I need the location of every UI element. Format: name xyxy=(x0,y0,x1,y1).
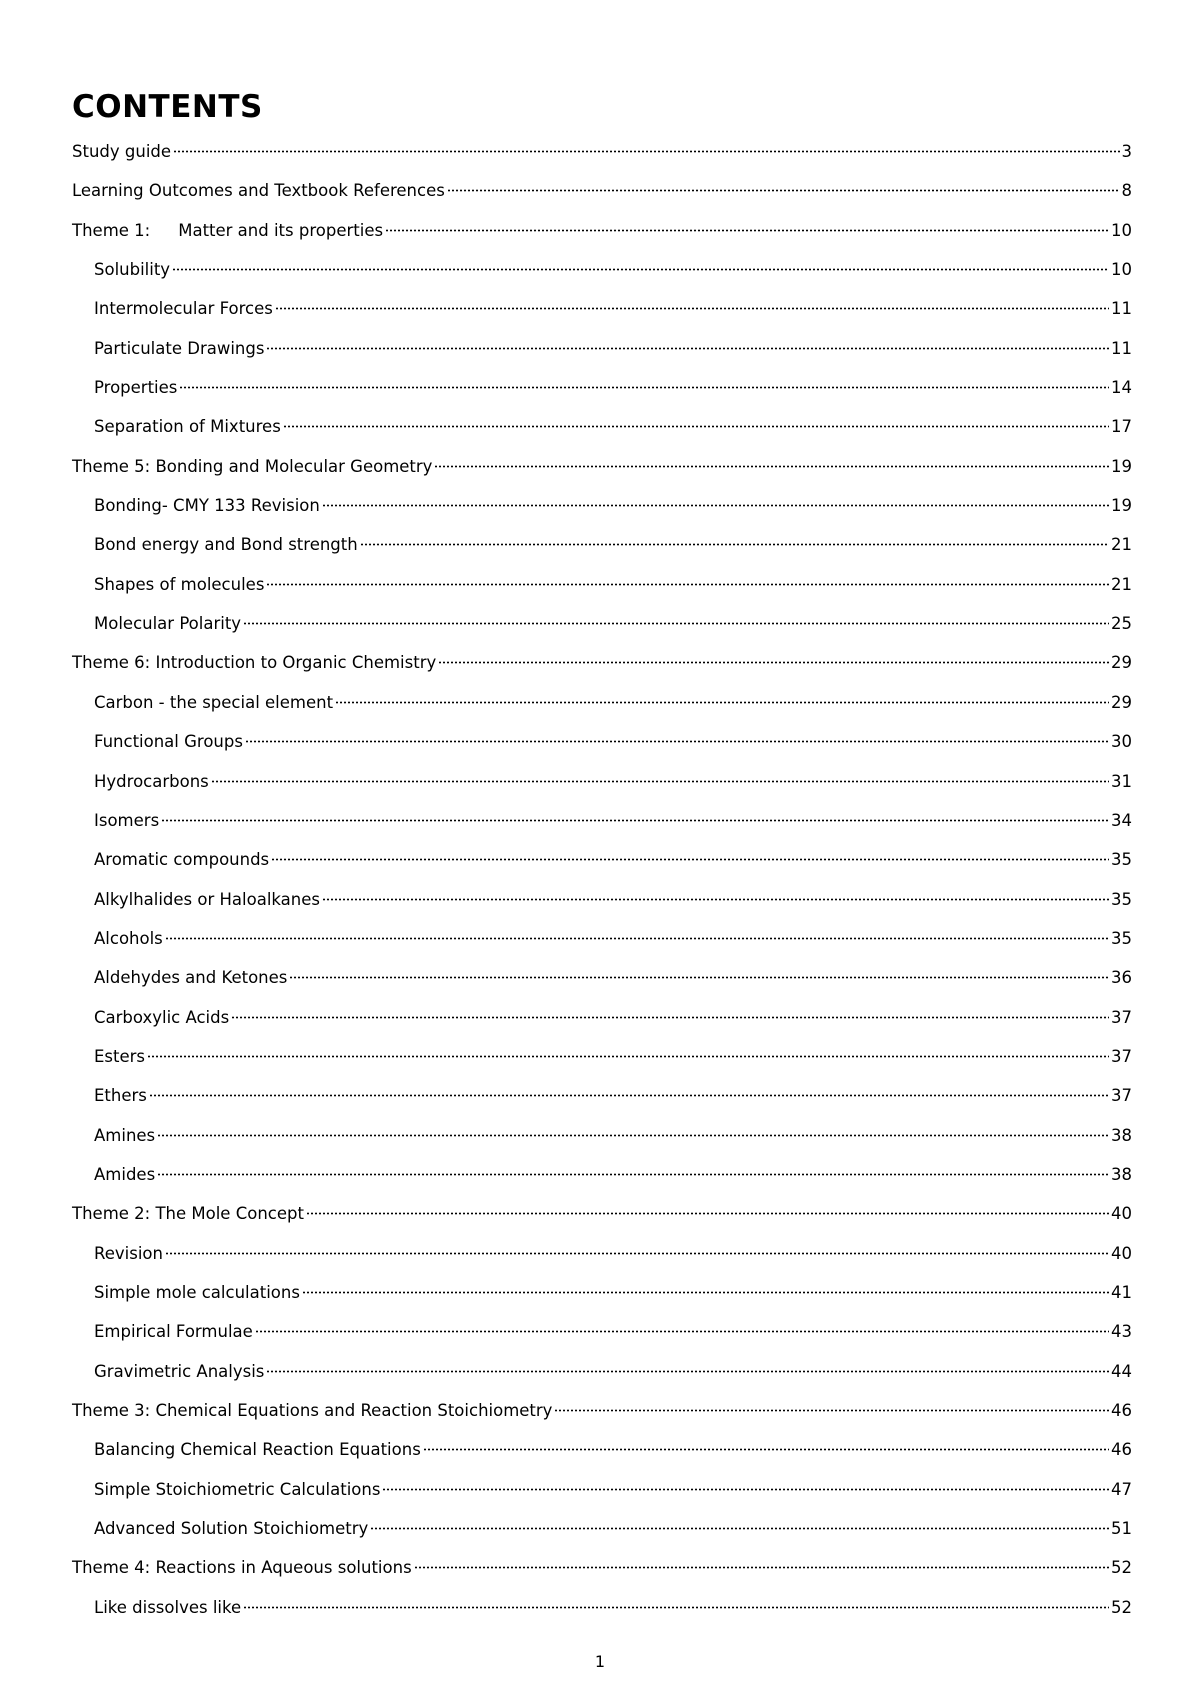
toc-entry[interactable] xyxy=(72,455,1132,494)
toc-entry[interactable] xyxy=(72,1084,1132,1123)
toc-entry[interactable] xyxy=(72,1478,1132,1517)
toc-entry-label[interactable]: Study guide xyxy=(72,142,172,161)
toc-entry-label[interactable]: Advanced Solution Stoichiometry xyxy=(94,1519,369,1539)
toc-entry-label[interactable]: Simple mole calculations xyxy=(94,1282,300,1302)
toc-entry[interactable] xyxy=(72,966,1132,1005)
dot-leader xyxy=(211,780,1109,783)
toc-entry-label[interactable]: Shapes of molecules xyxy=(94,574,265,594)
toc-entry[interactable] xyxy=(72,376,1132,415)
dot-leader xyxy=(360,543,1109,546)
toc-entry-label[interactable]: Bonding- CMY 133 Revision xyxy=(94,496,320,516)
toc-entry[interactable] xyxy=(72,1202,1132,1241)
dot-leader xyxy=(283,425,1109,428)
dot-leader xyxy=(179,386,1109,389)
dot-leader xyxy=(266,583,1109,586)
toc-entry-label[interactable]: Simple Stoichiometric Calculations xyxy=(94,1479,381,1499)
dot-leader xyxy=(423,1448,1109,1451)
toc-entry[interactable] xyxy=(72,888,1132,927)
dot-leader xyxy=(271,858,1109,861)
dot-leader xyxy=(322,504,1109,507)
toc-entry[interactable] xyxy=(72,1399,1132,1438)
toc-entry-label[interactable]: Intermolecular Forces xyxy=(94,299,273,319)
toc-entry-label[interactable]: Empirical Formulae xyxy=(94,1322,253,1342)
toc-entry[interactable] xyxy=(72,691,1132,730)
toc-entry-page-number[interactable]: 41 xyxy=(1111,1282,1132,1302)
toc-heading: CONTENTS xyxy=(72,89,263,125)
toc-entry-label[interactable]: Carboxylic Acids xyxy=(94,1007,230,1027)
toc-entry-page-number[interactable]: 37 xyxy=(1111,1007,1132,1027)
toc-entry-page-number[interactable]: 52 xyxy=(1111,1597,1132,1617)
toc-entry-label[interactable]: Isomers xyxy=(94,810,160,830)
toc-entry-page-number[interactable]: 10 xyxy=(1111,260,1132,280)
toc-entry[interactable] xyxy=(72,809,1132,848)
toc-entry-label[interactable]: Esters xyxy=(94,1046,146,1066)
dot-leader xyxy=(245,740,1109,743)
toc-entry-page-number[interactable]: 52 xyxy=(1111,1558,1132,1578)
toc-entry[interactable] xyxy=(72,1596,1132,1635)
toc-entry-text: Matter and its properties xyxy=(178,220,384,240)
dot-leader xyxy=(172,268,1109,271)
dot-leader xyxy=(173,150,1119,153)
toc-entry-page-number[interactable]: 40 xyxy=(1111,1204,1132,1224)
toc-entry-label[interactable]: Ethers xyxy=(94,1086,147,1106)
dot-leader xyxy=(414,1566,1109,1569)
dot-leader xyxy=(370,1527,1109,1530)
toc-entry-page-number[interactable]: 34 xyxy=(1111,810,1132,830)
toc-entry[interactable] xyxy=(72,1438,1132,1477)
toc-entry[interactable] xyxy=(72,848,1132,887)
toc-entry-page-number[interactable]: 3 xyxy=(1121,142,1132,161)
toc-entry-page-number[interactable]: 51 xyxy=(1111,1519,1132,1539)
toc-entry[interactable] xyxy=(72,612,1132,651)
toc-entry-page-number[interactable]: 30 xyxy=(1111,732,1132,752)
toc-entry[interactable] xyxy=(72,1281,1132,1320)
dot-leader xyxy=(302,1291,1109,1294)
table-of-contents xyxy=(72,140,1132,1635)
toc-entry[interactable] xyxy=(72,1006,1132,1045)
toc-entry-label[interactable]: Theme 3: Chemical Equations and Reaction Stoichiometry xyxy=(72,1401,553,1420)
toc-entry[interactable] xyxy=(72,258,1132,297)
toc-entry-page-number[interactable]: 44 xyxy=(1111,1361,1132,1381)
toc-entry[interactable] xyxy=(72,1124,1132,1163)
toc-entry-label[interactable]: Like dissolves like xyxy=(94,1597,242,1617)
toc-entry-label[interactable]: Theme 4: Reactions in Aqueous solutions xyxy=(72,1558,412,1578)
toc-entry[interactable] xyxy=(72,1242,1132,1281)
toc-entry-page-number[interactable]: 31 xyxy=(1111,771,1132,791)
toc-entry-page-number[interactable]: 29 xyxy=(1111,692,1132,712)
toc-entry-label[interactable]: Carbon - the special element xyxy=(94,692,334,712)
toc-entry-page-number[interactable]: 46 xyxy=(1111,1440,1132,1460)
toc-entry[interactable] xyxy=(72,1045,1132,1084)
dot-leader xyxy=(306,1212,1109,1215)
dot-leader xyxy=(157,1173,1109,1176)
toc-entry[interactable] xyxy=(72,1556,1132,1595)
toc-entry[interactable] xyxy=(72,494,1132,533)
dot-leader xyxy=(554,1409,1109,1412)
toc-entry[interactable] xyxy=(72,219,1132,258)
dot-leader xyxy=(447,189,1120,192)
toc-entry[interactable] xyxy=(72,1360,1132,1399)
toc-entry-label[interactable]: Particulate Drawings xyxy=(94,338,265,358)
toc-entry-label[interactable]: Alcohols xyxy=(94,928,163,948)
toc-entry-page-number[interactable]: 14 xyxy=(1111,378,1132,398)
toc-entry[interactable] xyxy=(72,651,1132,690)
toc-entry[interactable] xyxy=(72,179,1132,218)
dot-leader xyxy=(231,1016,1109,1019)
toc-entry-page-number[interactable]: 19 xyxy=(1111,496,1132,516)
toc-entry-page-number[interactable]: 19 xyxy=(1111,456,1132,476)
toc-entry[interactable] xyxy=(72,1517,1132,1556)
toc-entry[interactable] xyxy=(72,297,1132,336)
toc-entry-page-number[interactable]: 21 xyxy=(1111,574,1132,594)
toc-entry[interactable] xyxy=(72,533,1132,572)
toc-entry-label[interactable]: Revision xyxy=(94,1243,163,1263)
toc-entry[interactable] xyxy=(72,573,1132,612)
toc-entry-page-number[interactable]: 35 xyxy=(1111,889,1132,909)
dot-leader xyxy=(165,1252,1109,1255)
toc-entry[interactable] xyxy=(72,337,1132,376)
dot-leader xyxy=(434,465,1109,468)
dot-leader xyxy=(255,1330,1109,1333)
toc-entry-page-number[interactable]: 40 xyxy=(1111,1243,1132,1263)
toc-entry-label[interactable]: Solubility xyxy=(94,260,171,280)
toc-entry-prefix: Theme 1: xyxy=(72,220,151,240)
toc-entry-label[interactable]: Theme 5: Bonding and Molecular Geometry xyxy=(72,456,433,476)
dot-leader xyxy=(335,701,1109,704)
toc-entry-label[interactable]: Theme 2: The Mole Concept xyxy=(72,1204,304,1224)
dot-leader xyxy=(243,1606,1109,1609)
toc-entry-page-number[interactable]: 36 xyxy=(1111,968,1132,988)
toc-entry-label[interactable]: Hydrocarbons xyxy=(94,771,209,791)
dot-leader xyxy=(385,229,1109,232)
toc-entry-label[interactable]: Learning Outcomes and Textbook References xyxy=(72,181,445,201)
dot-leader xyxy=(147,1055,1109,1058)
toc-entry-label[interactable]: Aromatic compounds xyxy=(94,850,270,870)
toc-entry-label[interactable]: Amines xyxy=(94,1125,156,1145)
toc-entry-page-number[interactable]: 29 xyxy=(1111,653,1132,673)
dot-leader xyxy=(438,661,1109,664)
toc-entry[interactable] xyxy=(72,415,1132,454)
dot-leader xyxy=(149,1094,1109,1097)
dot-leader xyxy=(266,347,1109,350)
toc-entry-label[interactable]: Molecular Polarity xyxy=(94,614,242,634)
toc-entry-label[interactable]: Functional Groups xyxy=(94,732,243,752)
toc-entry-page-number[interactable]: 11 xyxy=(1111,338,1132,358)
dot-leader xyxy=(322,898,1109,901)
dot-leader xyxy=(161,819,1109,822)
toc-entry-page-number[interactable]: 37 xyxy=(1111,1086,1132,1106)
dot-leader xyxy=(266,1370,1109,1373)
toc-entry-label[interactable]: Aldehydes and Ketones xyxy=(94,968,288,988)
toc-entry-label[interactable]: Bond energy and Bond strength xyxy=(94,535,358,555)
toc-entry-page-number[interactable]: 43 xyxy=(1111,1322,1132,1342)
toc-entry[interactable] xyxy=(72,1320,1132,1359)
toc-entry-label[interactable]: Balancing Chemical Reaction Equations xyxy=(94,1440,421,1460)
toc-entry-page-number[interactable]: 10 xyxy=(1111,220,1132,240)
toc-entry-page-number[interactable]: 35 xyxy=(1111,928,1132,948)
toc-entry[interactable] xyxy=(72,730,1132,769)
toc-entry-label[interactable]: Gravimetric Analysis xyxy=(94,1361,265,1381)
toc-entry-label[interactable] xyxy=(72,219,383,243)
toc-entry[interactable] xyxy=(72,770,1132,809)
dot-leader xyxy=(289,976,1109,979)
toc-entry-label[interactable]: Theme 6: Introduction to Organic Chemistry xyxy=(72,653,437,673)
toc-entry-label[interactable]: Amides xyxy=(94,1164,156,1184)
toc-entry-page-number[interactable]: 47 xyxy=(1111,1479,1132,1499)
toc-entry-page-number[interactable]: 37 xyxy=(1111,1046,1132,1066)
page-number: 1 xyxy=(594,1652,606,1671)
toc-entry-page-number[interactable]: 38 xyxy=(1111,1125,1132,1145)
toc-entry-label[interactable]: Alkylhalides or Haloalkanes xyxy=(94,889,320,909)
toc-entry-page-number[interactable]: 11 xyxy=(1111,299,1132,319)
toc-entry-page-number[interactable]: 25 xyxy=(1111,614,1132,634)
toc-entry-page-number[interactable]: 38 xyxy=(1111,1164,1132,1184)
toc-entry[interactable] xyxy=(72,140,1132,179)
toc-entry[interactable] xyxy=(72,1163,1132,1202)
toc-entry-page-number[interactable]: 17 xyxy=(1111,417,1132,437)
dot-leader xyxy=(157,1134,1109,1137)
toc-entry-page-number[interactable]: 35 xyxy=(1111,850,1132,870)
toc-entry-page-number[interactable]: 8 xyxy=(1121,181,1132,201)
dot-leader xyxy=(243,622,1109,625)
dot-leader xyxy=(382,1488,1109,1491)
toc-entry-page-number[interactable]: 21 xyxy=(1111,535,1132,555)
dot-leader xyxy=(165,937,1109,940)
dot-leader xyxy=(275,307,1109,310)
toc-entry-page-number[interactable]: 46 xyxy=(1111,1401,1132,1420)
toc-entry-label[interactable]: Separation of Mixtures xyxy=(94,417,281,437)
toc-entry-label[interactable]: Properties xyxy=(94,378,178,398)
toc-entry[interactable] xyxy=(72,927,1132,966)
